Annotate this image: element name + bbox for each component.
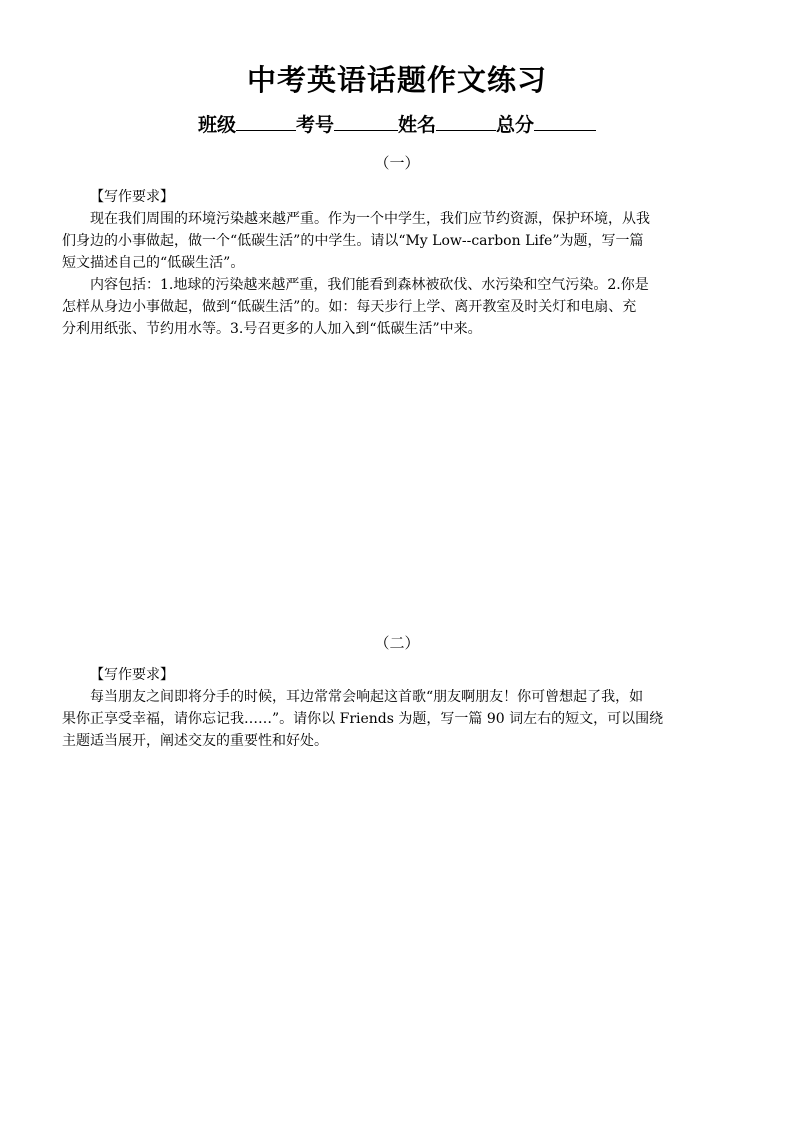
name-blank[interactable] <box>436 112 496 131</box>
section-2-requirement-label: 【写作要求】 <box>90 667 174 683</box>
name-label: 姓名 <box>398 114 437 136</box>
section-1-text-line: 短文描述自己的“低碳生活”。 <box>62 255 245 271</box>
class-blank[interactable] <box>236 112 296 131</box>
section-1-requirement-label: 【写作要求】 <box>90 189 174 205</box>
student-info-line <box>0 112 794 138</box>
section-1-text-line: 们身边的小事做起，做一个“低碳生活”的中学生。请以“My Low--carbon Life”为题，写一篇 <box>62 233 644 249</box>
number-label: 考号 <box>295 114 334 136</box>
score-label: 总分 <box>496 114 535 136</box>
section-1-text-line: 现在我们周围的环境污染越来越严重。作为一个中学生，我们应节约资源，保护环境，从我 <box>90 211 650 227</box>
page-title: 中考英语话题作文练习 <box>246 63 547 97</box>
class-label: 班级 <box>197 114 236 136</box>
section-1-text-line: 分利用纸张、节约用水等。3.号召更多的人加入到“低碳生活”中来。 <box>62 321 482 337</box>
section-2-text-line: 果你正享受幸福，请你忘记我……”。请你以 Friends 为题，写一篇 90 词左右的短文，可以围绕 <box>62 711 664 727</box>
section-2-text-line: 主题适当展开，阐述交友的重要性和好处。 <box>62 733 328 749</box>
section-2-heading: （二） <box>374 634 420 652</box>
section-1-text-line: 怎样从身边小事做起，做到“低碳生活”的。如：每天步行上学、离开教室及时关灯和电扇、充 <box>62 299 637 315</box>
number-blank[interactable] <box>334 112 398 131</box>
section-1-content <box>62 186 732 340</box>
section-1-heading: （一） <box>374 154 420 172</box>
section-2-text-line: 每当朋友之间即将分手的时候，耳边常常会响起这首歌“朋友啊朋友！你可曾想起了我，如 <box>90 689 644 705</box>
score-blank[interactable] <box>534 112 596 131</box>
section-1-text-line: 内容包括：1.地球的污染越来越严重，我们能看到森林被砍伐、水污染和空气污染。2.你是 <box>90 277 649 293</box>
section-2-content <box>62 664 732 752</box>
